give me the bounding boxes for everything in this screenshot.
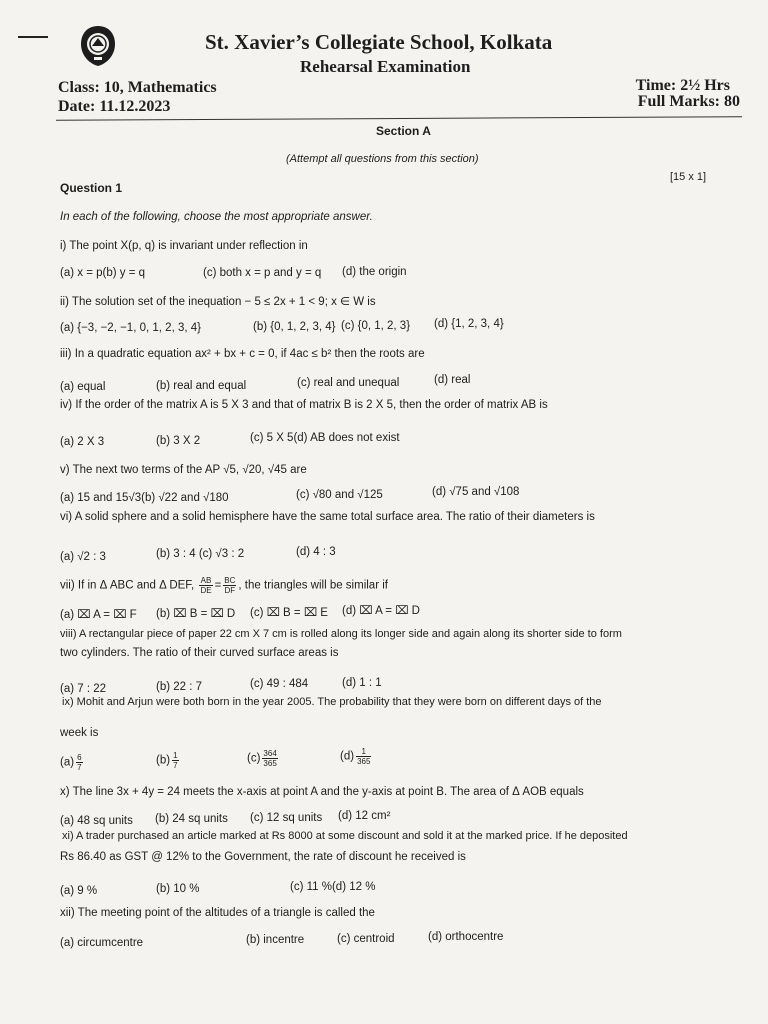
q7-equals: = — [214, 579, 222, 592]
q9-option-c — [247, 749, 280, 768]
q3-option-a: (a) equal — [60, 381, 106, 393]
class-label: Class: 10, Mathematics — [58, 79, 217, 96]
q12-option-d: (d) orthocentre — [428, 931, 504, 943]
q8-option-b: (b) 22 : 7 — [156, 681, 203, 693]
q1-stem: i) The point X(p, q) is invariant under reflection in — [60, 240, 308, 252]
q9-option-c-fraction — [262, 749, 277, 768]
q7-f1-denominator: DE — [200, 586, 212, 595]
q11-option-b: (b) 10 % — [156, 883, 200, 895]
q10-stem: x) The line 3x + 4y = 24 meets the x-axis at point A and the y-axis at point B. The area of Δ AOB equals — [60, 786, 584, 798]
q9-option-a — [60, 753, 85, 772]
q3-option-b: (b) real and equal — [156, 380, 247, 392]
q9-d-denominator: 365 — [357, 757, 371, 766]
q9-option-b-fraction — [172, 751, 178, 770]
q10-option-b: (b) 24 sq units — [155, 813, 228, 825]
question-marks: [15 x 1] — [670, 171, 707, 183]
question-label: Question 1 — [60, 181, 123, 195]
q8-option-d: (d) 1 : 1 — [342, 677, 382, 689]
time-label: Time: 2½ Hrs — [635, 77, 730, 94]
q7-option-a: (a) ⌧ A = ⌧ F — [60, 609, 137, 621]
q3-option-c: (c) real and unequal — [297, 377, 400, 389]
q7-option-d: (d) ⌧ A = ⌧ D — [342, 605, 420, 617]
q6-option-a: (a) √2 : 3 — [60, 551, 106, 563]
q7-option-c: (c) ⌧ B = ⌧ E — [250, 607, 328, 619]
q9-c-denominator: 365 — [263, 759, 277, 768]
q9-option-c-label: (c) — [247, 752, 261, 765]
q7-f2-denominator: DF — [224, 586, 236, 595]
q2-option-b: (b) {0, 1, 2, 3, 4} — [253, 321, 336, 333]
q12-option-a: (a) circumcentre — [60, 937, 144, 949]
q10-option-a: (a) 48 sq units — [60, 815, 133, 827]
full-marks-label: Full Marks: 80 — [637, 93, 740, 110]
q5-stem — [60, 464, 307, 476]
q4-option-c: (c) 5 X 5(d) AB does not exist — [250, 432, 400, 444]
q9-c-numerator: 364 — [263, 749, 277, 758]
q9-stem-line2: week is — [60, 727, 99, 739]
q9-option-a-fraction — [76, 753, 82, 772]
q7-f1-numerator: AB — [200, 576, 212, 585]
q9-option-d-fraction — [356, 747, 371, 766]
q1-option-c: (c) both x = p and y = q — [203, 267, 322, 279]
q8-stem-line2: two cylinders. The ratio of their curved surface areas is — [60, 647, 339, 659]
q12-option-b: (b) incentre — [246, 934, 305, 946]
q5-option-d: (d) √75 and √108 — [432, 486, 520, 498]
header-divider — [56, 116, 742, 121]
q11-stem-line2: Rs 86.40 as GST @ 12% to the Government, the rate of discount he received is — [60, 851, 466, 863]
q8-option-a: (a) 7 : 22 — [60, 683, 107, 695]
question-direction: In each of the following, choose the most appropriate answer. — [60, 211, 373, 223]
date-label: Date: 11.12.2023 — [58, 98, 171, 115]
q11-option-c: (c) 11 %(d) 12 % — [290, 881, 376, 893]
q2-option-d: (d) {1, 2, 3, 4} — [434, 318, 504, 330]
q7-stem — [60, 576, 388, 595]
q1-option-d: (d) the origin — [342, 266, 407, 278]
q11-stem-line1: xi) A trader purchased an article marked at Rs 8000 at some discount and sold it at the marked price. If he deposited — [62, 830, 628, 842]
q5-terms: √5, √20, √45 — [223, 464, 287, 476]
q2-stem: ii) The solution set of the inequation − 5 ≤ 2x + 1 < 9; x ∈ W is — [60, 296, 376, 308]
q6-stem: vi) A solid sphere and a solid hemisphere have the same total surface area. The ratio of their diameters is — [60, 511, 595, 523]
q1-option-a: (a) x = p(b) y = q — [60, 267, 146, 279]
q3-option-d: (d) real — [434, 374, 471, 386]
q7-option-b: (b) ⌧ B = ⌧ D — [156, 608, 236, 620]
q12-stem: xii) The meeting point of the altitudes of a triangle is called the — [60, 907, 375, 919]
q10-option-c: (c) 12 sq units — [250, 812, 323, 824]
q4-stem: iv) If the order of the matrix A is 5 X 3 and that of matrix B is 2 X 5, then the order of matrix AB is — [60, 399, 548, 411]
q5-stem-text: v) The next two terms of the AP — [60, 464, 221, 476]
q9-b-numerator: 1 — [173, 751, 178, 760]
margin-dash — [18, 36, 48, 38]
q7-fraction-ab-de — [199, 576, 212, 595]
q9-option-d-label: (d) — [340, 750, 355, 763]
q8-stem-line1: viii) A rectangular piece of paper 22 cm X 7 cm is rolled along its longer side and again along its shorter side to form — [60, 628, 622, 640]
section-title: Section A — [376, 124, 431, 138]
q9-d-numerator: 1 — [356, 747, 371, 757]
q4-option-b: (b) 3 X 2 — [156, 435, 201, 447]
q7-f2-numerator: BC — [224, 576, 236, 585]
q7-stem-end: , the triangles will be similar if — [238, 579, 388, 592]
q6-option-b: (b) 3 : 4 (c) √3 : 2 — [156, 548, 245, 560]
q9-option-d — [340, 747, 373, 766]
exam-title: Rehearsal Examination — [300, 57, 471, 76]
q11-option-a: (a) 9 % — [60, 885, 98, 897]
section-instruction: (Attempt all questions from this section) — [286, 153, 479, 165]
school-name: St. Xavier’s Collegiate School, Kolkata — [205, 30, 553, 54]
q2-option-c: (c) {0, 1, 2, 3} — [341, 320, 411, 332]
q8-option-c: (c) 49 : 484 — [250, 678, 309, 690]
q9-a-numerator: 6 — [77, 753, 82, 762]
q10-option-d: (d) 12 cm² — [338, 810, 391, 822]
q5-option-c: (c) √80 and √125 — [296, 489, 383, 501]
q7-fraction-bc-df — [223, 576, 236, 595]
q4-option-a: (a) 2 X 3 — [60, 436, 105, 448]
q9-a-denominator: 7 — [77, 763, 82, 772]
q5-stem-end: are — [290, 464, 307, 476]
q9-option-a-label: (a) — [60, 756, 75, 769]
q5-option-a: (a) 15 and 15√3(b) √22 and √180 — [60, 492, 229, 504]
q6-option-d: (d) 4 : 3 — [296, 546, 336, 558]
q12-option-c: (c) centroid — [337, 933, 395, 945]
school-crest-icon — [78, 24, 118, 68]
q7-stem-text: vii) If in Δ ABC and Δ DEF, — [60, 579, 195, 592]
q9-option-b-label: (b) — [156, 754, 171, 767]
q3-stem: iii) In a quadratic equation ax² + bx + c = 0, if 4ac ≤ b² then the roots are — [60, 348, 425, 360]
q2-option-a: (a) {−3, −2, −1, 0, 1, 2, 3, 4} — [60, 322, 201, 334]
q9-stem-line1: ix) Mohit and Arjun were both born in the year 2005. The probability that they were born on different days of the — [62, 696, 602, 708]
q9-b-denominator: 7 — [173, 761, 178, 770]
q9-option-b — [156, 751, 181, 770]
